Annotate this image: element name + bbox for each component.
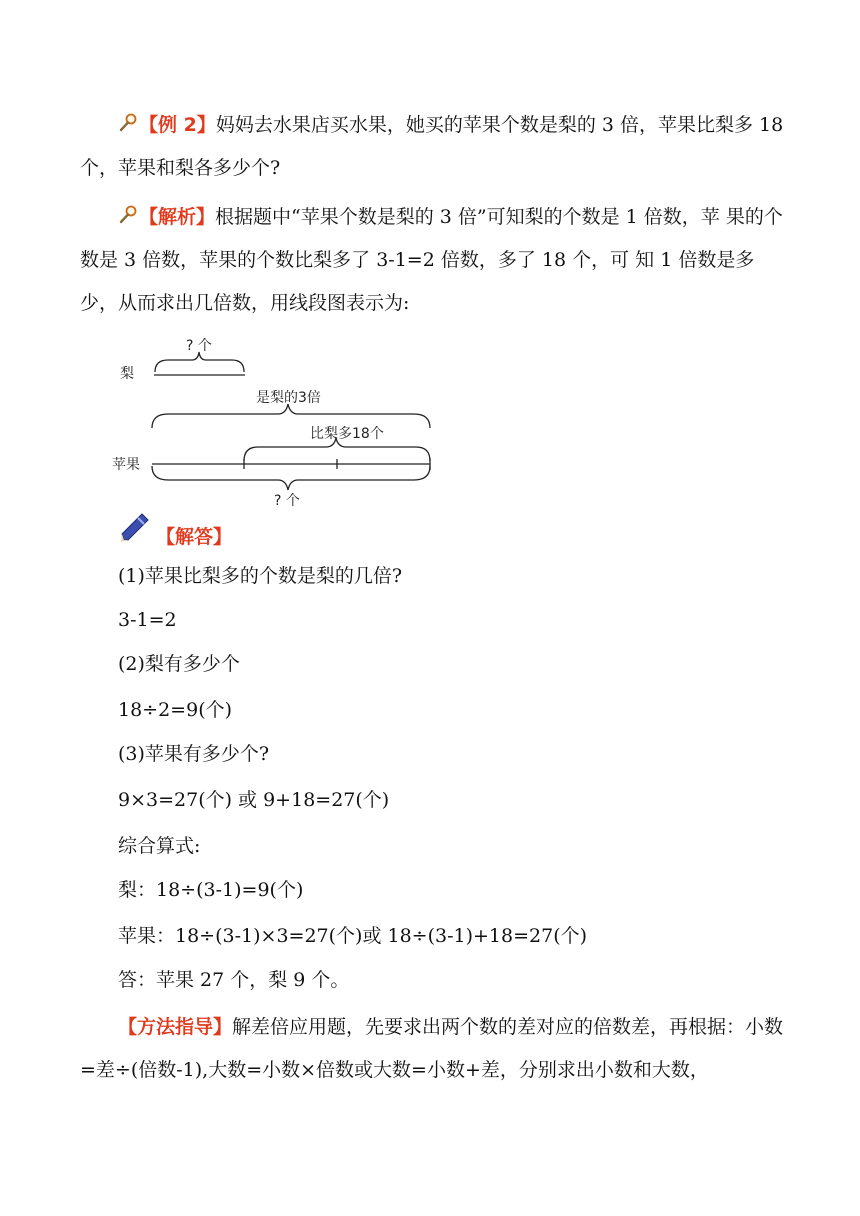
pear-label: 梨 [120, 366, 134, 382]
line-segment-diagram [110, 330, 450, 515]
method-tag: 【方法指导】 [118, 1016, 233, 1038]
analysis-paragraph [80, 196, 785, 325]
answer-line: 梨：18÷(3-1)=9(个) [118, 879, 304, 901]
pear-top-brace [155, 352, 244, 372]
top-brace-label: 是梨的3倍 [256, 390, 321, 406]
answer-line: 答：苹果 27 个，梨 9 个。 [118, 969, 350, 991]
method-paragraph [80, 1006, 785, 1092]
answer-line: 3-1=2 [118, 609, 177, 631]
example-tag: 【例 2】 [139, 114, 216, 136]
analysis-text: 根据题中“苹果个数是梨的 3 倍”可知梨的个数是 1 倍数，苹 果的个数是 3 倍数，苹果的个数比梨多了 3-1=2 倍数，多了 18 个，可 知 1 倍数是多少，从而求出几倍数，用线段图表示为: [80, 206, 783, 314]
example-text: 妈妈去水果店买水果，她买的苹果个数是梨的 3 倍，苹果比梨多 18 个，苹果和梨各多少个? [80, 114, 784, 179]
answer-line: 苹果：18÷(3-1)×3=27(个)或 18÷(3-1)+18=27(个) [118, 925, 588, 947]
analysis-tag: 【解析】 [139, 206, 216, 228]
bottom-brace [152, 466, 430, 490]
pear-brace-label: ? 个 [186, 338, 212, 354]
answer-heading: 【解答】 [156, 526, 233, 548]
magnifier-icon [118, 113, 138, 133]
answer-line: (1)苹果比梨多的个数是梨的几倍? [118, 565, 403, 587]
answer-line: (3)苹果有多少个? [118, 743, 270, 765]
magnifier-icon [118, 205, 138, 225]
apple-label: 苹果 [112, 457, 140, 473]
answer-line: 9×3=27(个) 或 9+18=27(个) [118, 789, 390, 811]
example-paragraph [80, 104, 785, 190]
bottom-brace-label: ? 个 [274, 493, 300, 509]
diff-brace-label: 比梨多18个 [310, 426, 384, 442]
answer-line: 综合算式: [118, 835, 201, 857]
answer-line: (2)梨有多少个 [118, 653, 240, 675]
answer-line: 18÷2=9(个) [118, 699, 233, 721]
top-brace [152, 404, 430, 428]
method-text: 解差倍应用题，先要求出两个数的差对应的倍数差，再根据：小数=差÷(倍数-1),大数=小数×倍数或大数=小数+差，分别求出小数和大数， [80, 1016, 784, 1081]
pencil-icon [118, 510, 154, 544]
